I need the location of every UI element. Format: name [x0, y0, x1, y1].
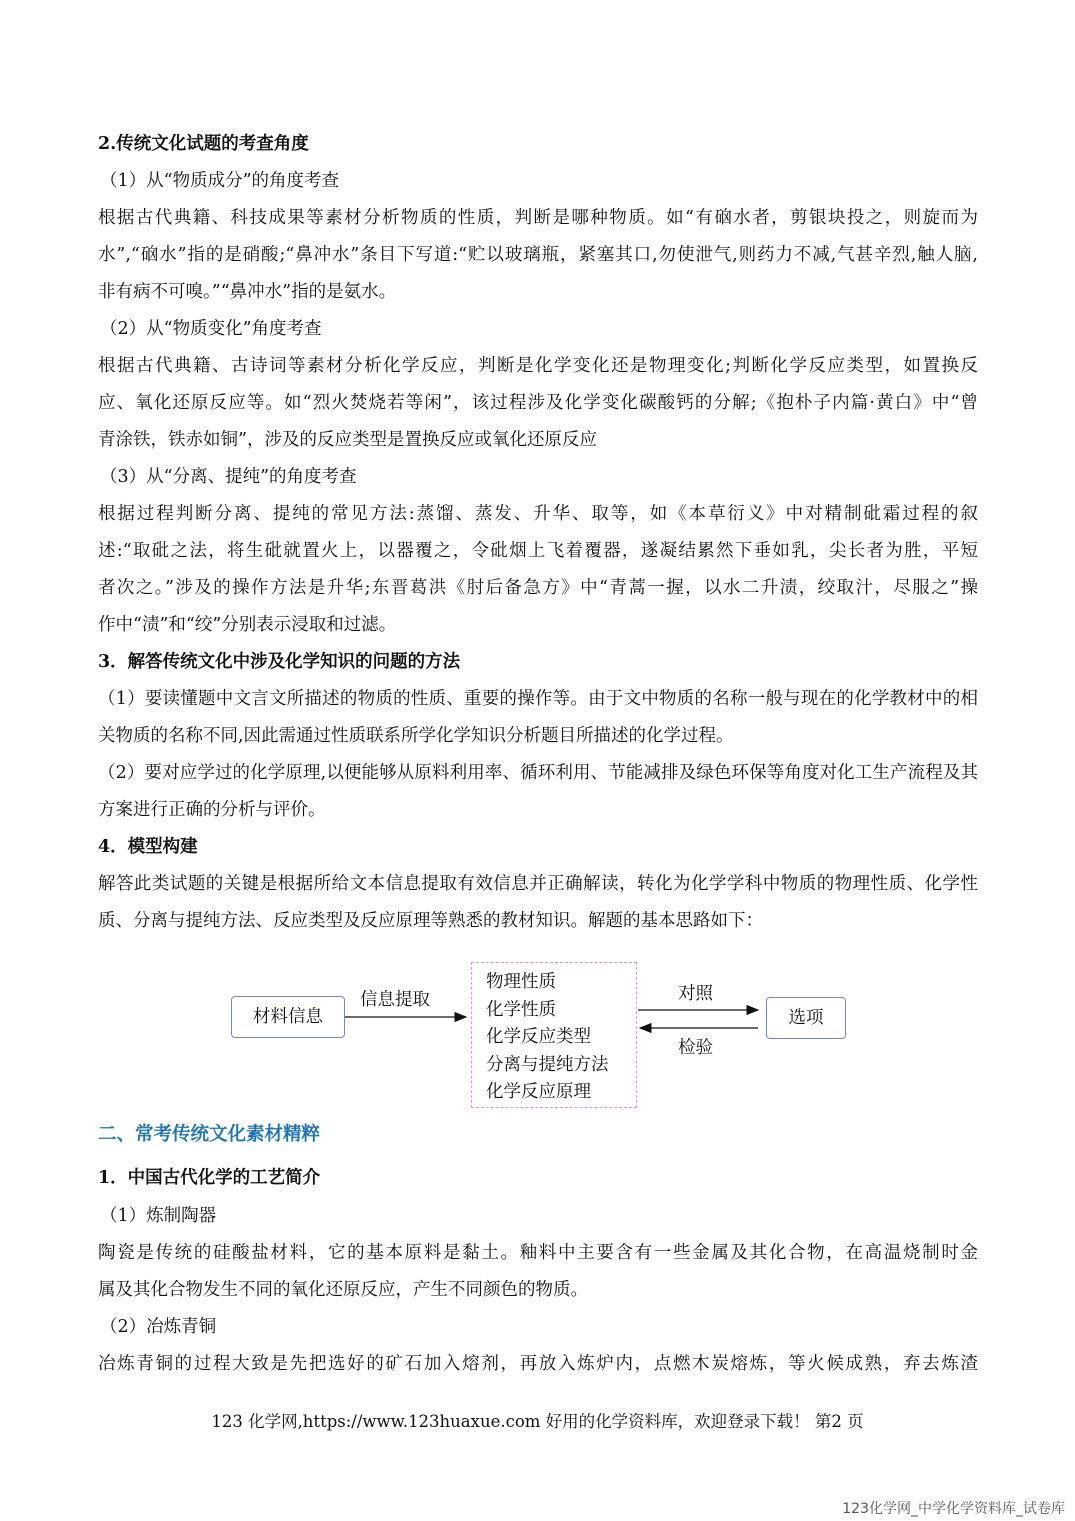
paragraph-line: 作中“渍”和“绞”分别表示浸取和过滤。 [98, 615, 397, 635]
knowledge-item: 化学反应类型 [486, 1027, 591, 1047]
page-footer: 123 化学网,https://www.123huaxue.com 好用的化学资料库，欢迎登录下载！ 第2 页 [211, 1412, 864, 1431]
source-label: 材料信息 [253, 1007, 323, 1027]
paragraph-line: 述:“取砒之法，将生砒就置火上，以器覆之，令砒烟上飞着覆器，遂凝结累然下垂如乳，尖长者为胜，平短 [98, 541, 978, 561]
source-box [231, 996, 345, 1038]
paragraph-line: 根据古代典籍、古诗词等素材分析化学反应，判断是化学变化还是物理变化;判断化学反应类型，如置换反 [98, 356, 978, 376]
model-diagram [98, 944, 978, 1108]
target-label: 选项 [788, 1008, 824, 1028]
paragraph-line: 者次之。”涉及的操作方法是升华;东晋葛洪《肘后备急方》中“青蒿一握，以水二升渍，绞取汁，尽服之”操 [98, 578, 978, 598]
paragraph-line: 方案进行正确的分析与评价。 [98, 800, 326, 820]
section-4-title: 4．模型构建 [98, 837, 198, 857]
knowledge-item: 分离与提纯方法 [486, 1054, 609, 1075]
paragraph-line: 冶炼青铜的过程大致是先把选好的矿石加入熔剂，再放入炼炉内，点燃木炭熔炼，等火候成熟，弃去炼渣 [98, 1354, 978, 1374]
paragraph-line: 关物质的名称不同,因此需通过性质联系所学化学知识分析题目所描述的化学过程。 [98, 726, 734, 746]
extract-label: 信息提取 [360, 990, 430, 1010]
verify-label: 检验 [678, 1038, 713, 1058]
knowledge-box [471, 962, 637, 1108]
paragraph-line: 水”,“硇水”指的是硝酸;“鼻冲水”条目下写道:“贮以玻璃瓶，紧塞其口,勿使泄气,则药力不减,气甚辛烈,触人脑, [98, 245, 978, 265]
paragraph-line: （1）要读懂题中文言文所描述的物质的性质、重要的操作等。由于文中物质的名称一般与现在的化学教材中的相 [98, 689, 978, 709]
section-3-title: 3．解答传统文化中涉及化学知识的问题的方法 [98, 652, 461, 672]
watermark-text: 123化学网_中学化学资料库_试卷库 [842, 1501, 1065, 1517]
part-2-1-title: 1．中国古代化学的工艺简介 [98, 1168, 321, 1188]
paragraph-line: 根据古代典籍、科技成果等素材分析物质的性质，判断是哪种物质。如“有硇水者，剪银块投之，则旋而为 [98, 208, 978, 228]
paragraph-line: 非有病不可嗅。”“鼻冲水”指的是氨水。 [98, 282, 397, 302]
paragraph-line: 应、氧化还原反应等。如“烈火焚烧若等闲”，该过程涉及化学变化碳酸钙的分解;《抱朴子内篇·黄白》中“曾 [98, 393, 978, 413]
section-2-title: 2.传统文化试题的考查角度 [98, 134, 309, 154]
paragraph-line: 根据过程判断分离、提纯的常见方法:蒸馏、蒸发、升华、取等，如《本草衍义》中对精制砒霜过程的叙 [98, 504, 978, 524]
part-2-1-1-title: （1）炼制陶器 [100, 1206, 217, 1226]
paragraph-line: 青涂铁，铁赤如铜”，涉及的反应类型是置换反应或氧化还原反应 [98, 430, 597, 450]
target-box [766, 997, 846, 1039]
section-2-3-title: （3）从“分离、提纯”的角度考查 [100, 467, 357, 487]
part-2-1-2-title: （2）冶炼青铜 [100, 1317, 217, 1337]
paragraph-line: 陶瓷是传统的硅酸盐材料，它的基本原料是黏土。釉料中主要含有一些金属及其化合物，在高温烧制时金 [98, 1243, 978, 1263]
part-2-title: 二、常考传统文化素材精粹 [98, 1124, 321, 1145]
compare-label: 对照 [678, 984, 713, 1004]
paragraph-line: 质、分离与提纯方法、反应类型及反应原理等熟悉的教材知识。解题的基本思路如下： [98, 911, 763, 931]
document-body [98, 126, 978, 1383]
knowledge-item: 化学反应原理 [486, 1082, 591, 1102]
paragraph-line: 解答此类试题的关键是根据所给文本信息提取有效信息并正确解读，转化为化学学科中物质的物理性质、化学性 [98, 874, 978, 894]
knowledge-item: 物理性质 [486, 972, 556, 992]
section-2-1-title: （1）从“物质成分”的角度考查 [100, 171, 340, 191]
section-2-2-title: （2）从“物质变化”角度考查 [100, 319, 322, 339]
knowledge-item: 化学性质 [486, 999, 556, 1020]
paragraph-line: （2）要对应学过的化学原理,以便能够从原料利用率、循环利用、节能减排及绿色环保等角度对化工生产流程及其 [98, 763, 978, 783]
paragraph-line: 属及其化合物发生不同的氧化还原反应，产生不同颜色的物质。 [98, 1280, 588, 1300]
